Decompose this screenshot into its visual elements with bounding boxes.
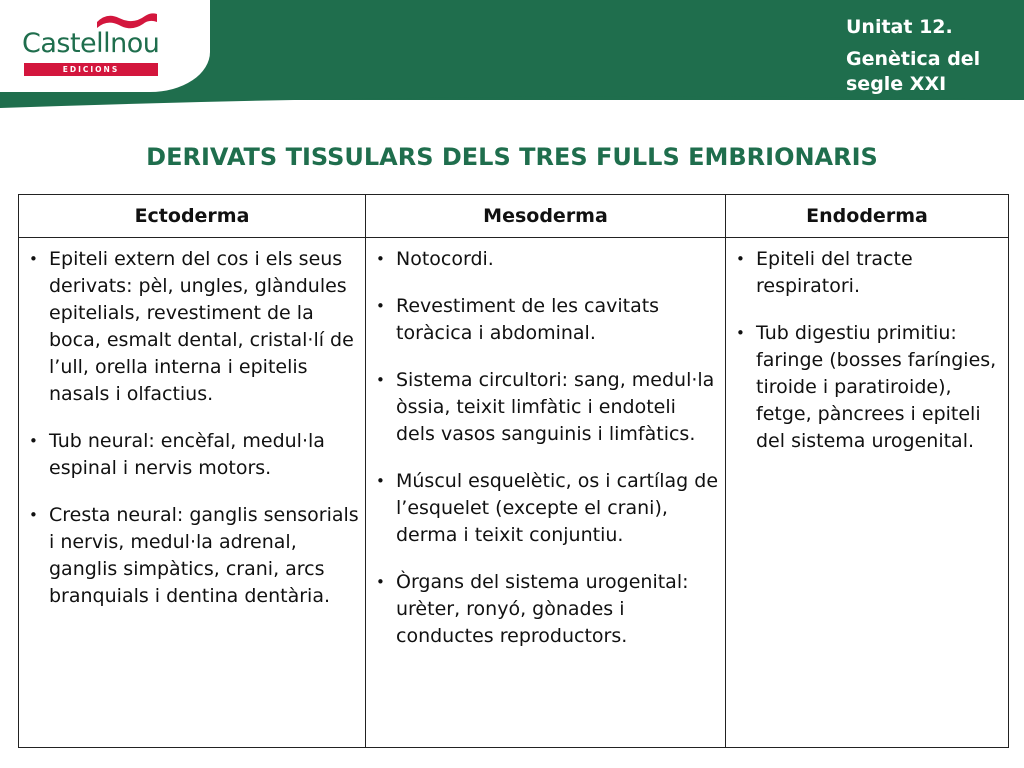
unit-topic-line-2: segle XXI	[846, 73, 947, 95]
list-item: • Epiteli del tracte respiratori.	[734, 246, 1002, 300]
table-header-row	[19, 195, 1009, 238]
ectoderm-list	[27, 246, 359, 610]
germ-layer-table	[18, 194, 1009, 748]
list-item: • Sistema circultori: sang, medul·la òssia, teixit limfàtic i endoteli dels vasos sanguinis i limfàtics.	[374, 367, 719, 448]
publisher-logo	[0, 0, 210, 92]
endoderm-list	[734, 246, 1002, 455]
mesoderm-cell	[366, 238, 726, 748]
unit-topic-line-1: Genètica del	[846, 48, 981, 70]
table-row	[19, 238, 1009, 748]
list-item: • Epiteli extern del cos i els seus derivats: pèl, ungles, glàndules epitelials, revestiment de la boca, esmalt dental, cristal·lí de l’ull, orella interna i epitelis nasals i olfactius.	[27, 246, 359, 408]
ectoderm-cell	[19, 238, 366, 748]
header-ectoderm: Ectoderma	[19, 195, 366, 238]
page-title: DERIVATS TISSULARS DELS TRES FULLS EMBRIONARIS	[146, 143, 878, 171]
header-mesoderm: Mesoderma	[366, 195, 726, 238]
unit-title	[846, 14, 1016, 98]
list-item: • Revestiment de les cavitats toràcica i abdominal.	[374, 293, 719, 347]
header-endoderm: Endoderma	[726, 195, 1009, 238]
list-item: • Notocordi.	[374, 246, 719, 273]
list-item: • Múscul esquelètic, os i cartílag de l’esquelet (excepte el crani), derma i teixit conjuntiu.	[374, 468, 719, 549]
mesoderm-list	[374, 246, 719, 650]
list-item: • Tub digestiu primitiu: faringe (bosses faríngies, tiroide i paratiroide), fetge, pàncrees i epiteli del sistema urogenital.	[734, 320, 1002, 455]
list-item: • Tub neural: encèfal, medul·la espinal i nervis motors.	[27, 428, 359, 482]
logo-subtitle: EDICIONS	[62, 65, 120, 74]
unit-number: Unitat 12.	[846, 16, 953, 38]
list-item: • Òrgans del sistema urogenital: urèter, ronyó, gònades i conductes reproductors.	[374, 569, 719, 650]
list-item: • Cresta neural: ganglis sensorials i nervis, medul·la adrenal, ganglis simpàtics, crani, arcs branquials i dentina dentària.	[27, 502, 359, 610]
endoderm-cell	[726, 238, 1009, 748]
logo-name: Castellnou	[22, 28, 160, 59]
